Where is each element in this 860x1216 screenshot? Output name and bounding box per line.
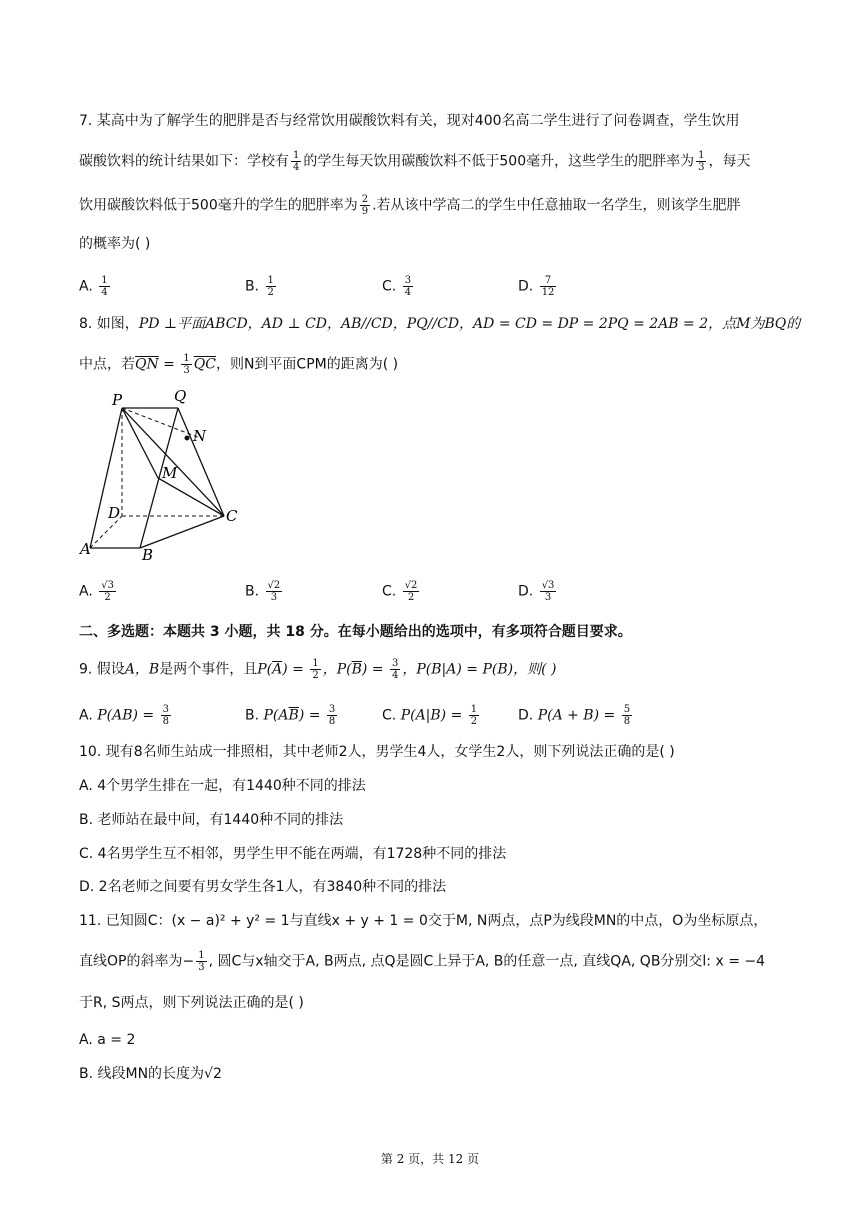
label-p: P [112,391,123,409]
q9-stem: 9. 假设A，B是两个事件，且$P(\overline{A})$ = $\frac{1}{2}$ ，$P(\overline{B})$ = $\frac{3}{4}$ ，P(B|A) = P(B)，则( ) [79,658,557,681]
q9-option-d[interactable]: D. P(A + B) = $\frac{5}{8}$ [518,704,631,727]
fraction: $\frac{1}{4}$ [293,150,300,173]
q7-line4: 的概率为( ) [79,236,151,252]
q11-option-a[interactable]: A. a = 2 [79,1032,136,1048]
label-q: Q [174,387,187,405]
label-d: D [108,504,121,522]
q8-option-a[interactable]: A. $\frac{√3}{2}$ [79,580,114,603]
q7-option-c[interactable]: C. $\frac{3}{4}$ [382,275,412,298]
q10-option-d[interactable]: D. 2名老师之间要有男女学生各1人，有3840种不同的排法 [79,879,447,895]
q9-option-b[interactable]: B. $P(A\overline{B})$ = $\frac{3}{8}$ [245,704,336,727]
q7-line1: 7. 某高中为了解学生的肥胖是否与经常饮用碳酸饮料有关，现对400名高二学生进行了问卷调查，学生饮用 [79,113,740,129]
q11-line2: 直线OP的斜率为− $\frac{1}{3}$ , 圆C与x轴交于A, B两点, 点Q是圆C上异于A, B的任意一点, 直线QA, QB分别交l: x = −4 [79,950,766,973]
q10-option-a[interactable]: A. 4个男学生排在一起，有1440种不同的排法 [79,778,366,794]
page-footer: 第 2 页，共 12 页 [380,1152,480,1166]
q8-option-b[interactable]: B. $\frac{√2}{3}$ [245,580,281,603]
q8-line2: 中点，若$\overline{QN}$ = $\frac{1}{3}$ $\overline{QC}$，则N到平面CPM的距离为( ) [79,353,399,376]
q9-option-c[interactable]: C. P(A|B) = $\frac{1}{2}$ [382,704,478,727]
label-c: C [226,507,238,525]
q10-option-b[interactable]: B. 老师站在最中间，有1440种不同的排法 [79,812,344,828]
section-heading-multiple-choice: 二、多选题：本题共 3 小题，共 18 分。在每小题给出的选项中，有多项符合题目要求。 [79,624,632,640]
q7-option-b[interactable]: B. $\frac{1}{2}$ [245,275,274,298]
q7-option-a[interactable]: A. $\frac{1}{4}$ [79,275,108,298]
q7-option-d[interactable]: D. $\frac{7}{12}$ [518,275,555,298]
q11-option-b[interactable]: B. 线段MN的长度为√2 [79,1066,222,1082]
q7-line2: 碳酸饮料的统计结果如下：学校有 $\frac{1}{4}$ 的学生每天饮用碳酸饮料不低于500毫升，这些学生的肥胖率为 $\frac{1}{3}$ ，每天 [79,150,751,173]
label-b: B [142,546,154,564]
q8-geometry-figure [76,386,256,568]
fraction: $\frac{1}{3}$ [698,150,705,173]
fraction: $\frac{1}{3}$ [183,353,190,376]
fraction: $\frac{2}{9}$ [361,194,369,217]
q8-line1: 8. 如图，PD ⊥平面ABCD，AD ⊥ CD，AB//CD，PQ//CD，AD = CD = DP = 2PQ = 2AB = 2，点M为BQ的 [79,316,801,332]
q8-option-c[interactable]: C. $\frac{√2}{2}$ [382,580,418,603]
q11-line1: 11. 已知圆C：(x − a)² + y² = 1与直线x + y + 1 = 0交于M, N两点，点P为线段MN的中点，O为坐标原点， [79,913,768,929]
q10-option-c[interactable]: C. 4名男学生互不相邻，男学生甲不能在两端，有1728种不同的排法 [79,846,507,862]
label-n: N [193,427,207,445]
q7-line3: 饮用碳酸饮料低于500毫升的学生的肥胖率为 $\frac{2}{9}$ .若从该中学高二的学生中任意抽取一名学生，则该学生肥胖 [79,194,741,217]
q8-option-d[interactable]: D. $\frac{√3}{3}$ [518,580,555,603]
label-m: M [162,464,178,482]
label-a: A [80,540,91,558]
q10-stem: 10. 现有8名师生站成一排照相，其中老师2人，男学生4人，女学生2人，则下列说法正确的是( ) [79,744,675,760]
q11-line3: 于R, S两点，则下列说法正确的是( ) [79,995,304,1011]
q9-option-a[interactable]: A. P(AB) = $\frac{3}{8}$ [79,704,169,727]
